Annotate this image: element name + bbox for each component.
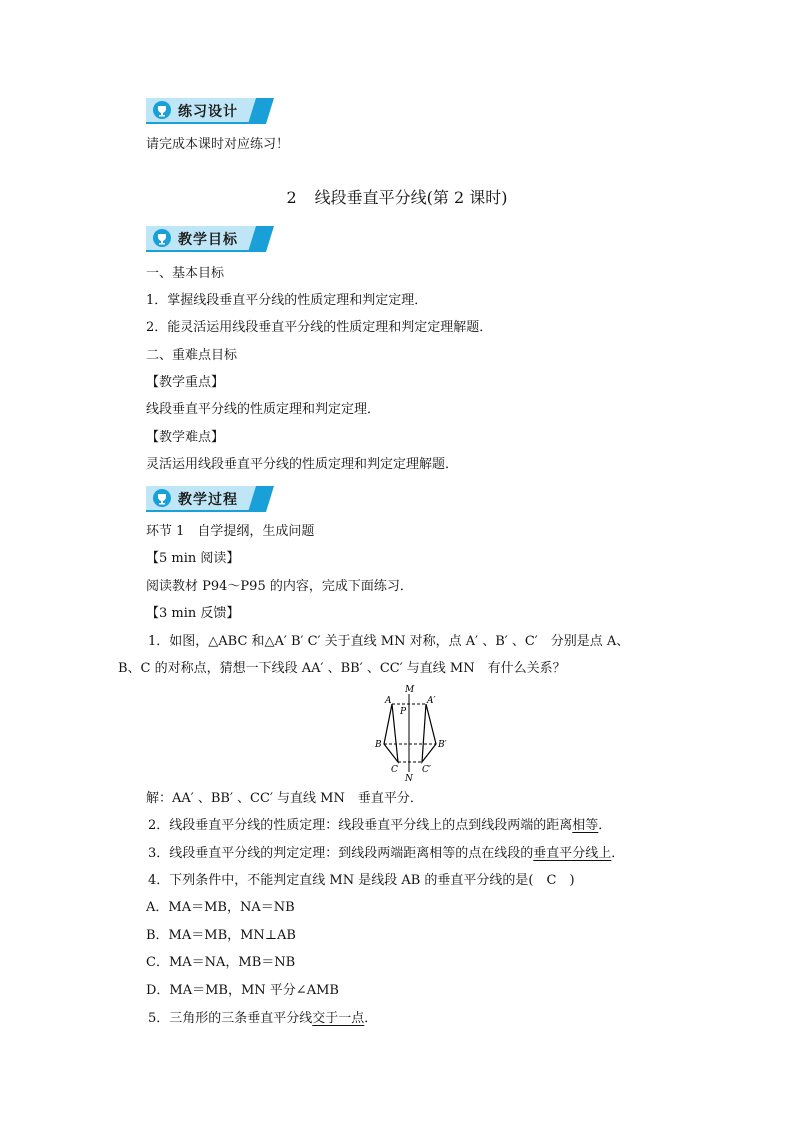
triangle-a2b2c2 [422, 704, 436, 762]
focus-text: 线段垂直平分线的性质定理和判定定理． [146, 402, 381, 417]
goals-banner [146, 226, 274, 252]
trophy-icon [153, 229, 171, 247]
practice-heading: 练习设计 [178, 104, 238, 120]
label-c: C [391, 765, 398, 775]
question-3-answer: 垂直平分线上 [533, 846, 612, 861]
label-b: B [375, 740, 382, 750]
label-c-prime: C′ [422, 765, 431, 775]
label-b-prime: B′ [438, 740, 447, 750]
question-3-text: 3．线段垂直平分线的判定定理：到线段两端距离相等的点在线段的 [148, 846, 534, 861]
trophy-icon [153, 101, 171, 119]
option-a: A．MA＝MB，NA＝NB [146, 900, 295, 915]
basic-goals-title: 一、基本目标 [146, 266, 225, 281]
practice-banner [146, 98, 274, 124]
lesson-title-text: 线段垂直平分线(第 2 课时) [314, 188, 508, 207]
feedback-label: 【3 min 反馈】 [146, 606, 240, 621]
option-d: D．MA＝MB，MN 平分∠AMB [146, 983, 339, 998]
option-c: C．MA＝NA，MB＝NB [146, 955, 296, 970]
goal-item-2: 2．能灵活运用线段垂直平分线的性质定理和判定定理解题． [146, 320, 493, 335]
question-2-answer: 相等 [572, 818, 599, 833]
lesson-title [0, 188, 794, 208]
question-5 [148, 1010, 377, 1028]
process-heading: 教学过程 [178, 492, 238, 508]
question-1-line-1: 1．如图，△ABC 和△A′ B′ C′ 关于直线 MN 对称，点 A′ 、B′ 、C′ 分别是点 A、 [148, 634, 630, 649]
label-a: A [385, 696, 392, 706]
question-4: 4．下列条件中，不能判定直线 MN 是线段 AB 的垂直平分线的是( C ) [148, 873, 575, 888]
practice-text: 请完成本课时对应练习！ [146, 137, 290, 152]
question-1-line-2: B、C 的对称点，猜想一下线段 AA′ 、BB′ 、CC′ 与直线 MN 有什么关系？ [118, 661, 566, 676]
difficulty-text: 灵活运用线段垂直平分线的性质定理和判定定理解题． [146, 457, 459, 472]
label-p: P [400, 707, 407, 717]
question-2 [148, 817, 611, 835]
question-2-text: 2．线段垂直平分线的性质定理：线段垂直平分线上的点到线段两端的距离 [148, 818, 573, 833]
question-5-text: 5．三角形的三条垂直平分线 [148, 1011, 313, 1026]
difficulty-label: 【教学难点】 [146, 430, 225, 445]
label-m: M [405, 685, 415, 695]
question-3-end: ． [611, 846, 625, 861]
question-5-end: ． [364, 1011, 378, 1026]
question-1-answer: 解：AA′ 、BB′ 、CC′ 与直线 MN 垂直平分． [146, 791, 423, 806]
triangle-abc [384, 704, 398, 762]
trophy-icon [153, 489, 171, 507]
label-a-prime: A′ [427, 696, 436, 706]
step-title: 环节 1 自学提纲，生成问题 [146, 524, 315, 539]
question-3 [148, 845, 624, 863]
process-banner [146, 486, 274, 512]
key-goals-title: 二、重难点目标 [146, 348, 238, 363]
question-5-answer: 交于一点 [312, 1011, 365, 1026]
read-text: 阅读教材 P94～P95 的内容，完成下面练习． [146, 579, 413, 594]
label-n: N [405, 774, 413, 784]
option-b: B．MA＝MB，MN⊥AB [146, 928, 296, 943]
goals-heading: 教学目标 [178, 232, 238, 248]
read-label: 【5 min 阅读】 [146, 551, 240, 566]
question-2-end: ． [598, 818, 612, 833]
symmetry-figure [364, 684, 464, 784]
lesson-number: 2 [286, 188, 297, 207]
focus-label: 【教学重点】 [146, 375, 225, 390]
goal-item-1: 1．掌握线段垂直平分线的性质定理和判定定理． [146, 293, 428, 308]
